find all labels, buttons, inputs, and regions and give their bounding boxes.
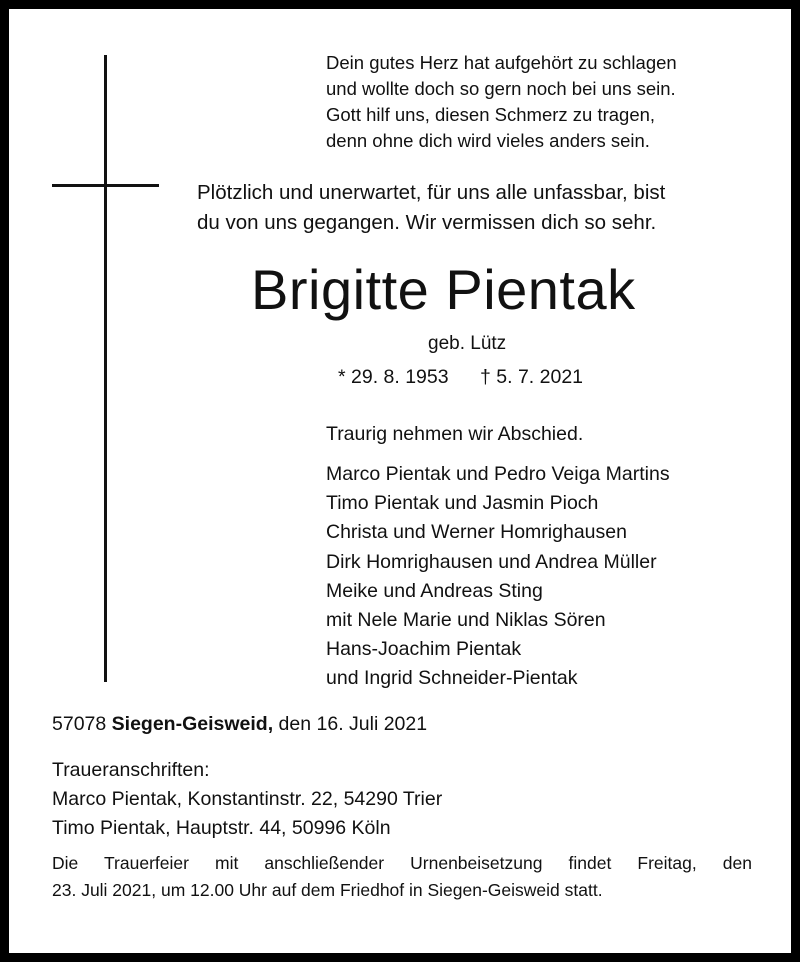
cross-vertical-bar <box>104 55 107 682</box>
intro-line: Plötzlich und unerwartet, für uns alle unfassbar, bist <box>197 181 666 204</box>
family-member: Meike und Andreas Sting <box>326 579 543 602</box>
family-member: Dirk Homrighausen und Andrea Müller <box>326 550 657 573</box>
place-date-line <box>52 710 427 738</box>
family-member: Hans-Joachim Pientak <box>326 638 522 661</box>
family-member: und Ingrid Schneider-Pientak <box>326 667 578 690</box>
condolence-addresses <box>52 756 442 843</box>
notice-date: den 16. Juli 2021 <box>278 713 428 735</box>
poem-line: Gott hilf uns, diesen Schmerz zu tragen, <box>326 104 656 125</box>
city: Siegen-Geisweid, <box>111 713 274 735</box>
service-line: 23. Juli 2021, um 12.00 Uhr auf dem Friedhof in Siegen-Geisweid statt. <box>52 880 603 900</box>
service-line: Die Trauerfeier mit anschließender Urnenbeisetzung findet Freitag, den <box>52 853 752 873</box>
family-member: Timo Pientak und Jasmin Pioch <box>326 492 599 515</box>
poem <box>326 50 677 154</box>
poem-line: Dein gutes Herz hat aufgehört zu schlagen <box>326 52 677 73</box>
service-info <box>52 850 752 904</box>
birth-date: * 29. 8. 1953 <box>338 366 449 388</box>
poem-line: denn ohne dich wird vieles anders sein. <box>326 130 650 151</box>
poem-line: und wollte doch so gern noch bei uns sein. <box>326 78 676 99</box>
postcode: 57078 <box>52 713 107 735</box>
intro-line: du von uns gegangen. Wir vermissen dich so sehr. <box>197 211 657 234</box>
cross-horizontal-bar <box>52 184 159 187</box>
family-list <box>326 460 670 694</box>
deceased-name: Brigitte Pientak <box>251 258 636 321</box>
maiden-name: geb. Lütz <box>428 333 507 354</box>
addresses-heading: Traueranschriften: <box>52 759 210 781</box>
family-member: mit Nele Marie und Niklas Sören <box>326 609 606 632</box>
family-member: Christa und Werner Homrighausen <box>326 521 627 544</box>
address-line: Timo Pientak, Hauptstr. 44, 50996 Köln <box>52 817 391 839</box>
death-date: † 5. 7. 2021 <box>480 366 584 388</box>
intro-text <box>197 178 665 238</box>
family-member: Marco Pientak und Pedro Veiga Martins <box>326 463 670 485</box>
life-dates <box>338 363 583 391</box>
farewell-text: Traurig nehmen wir Abschied. <box>326 423 584 445</box>
address-line: Marco Pientak, Konstantinstr. 22, 54290 Trier <box>52 788 443 810</box>
